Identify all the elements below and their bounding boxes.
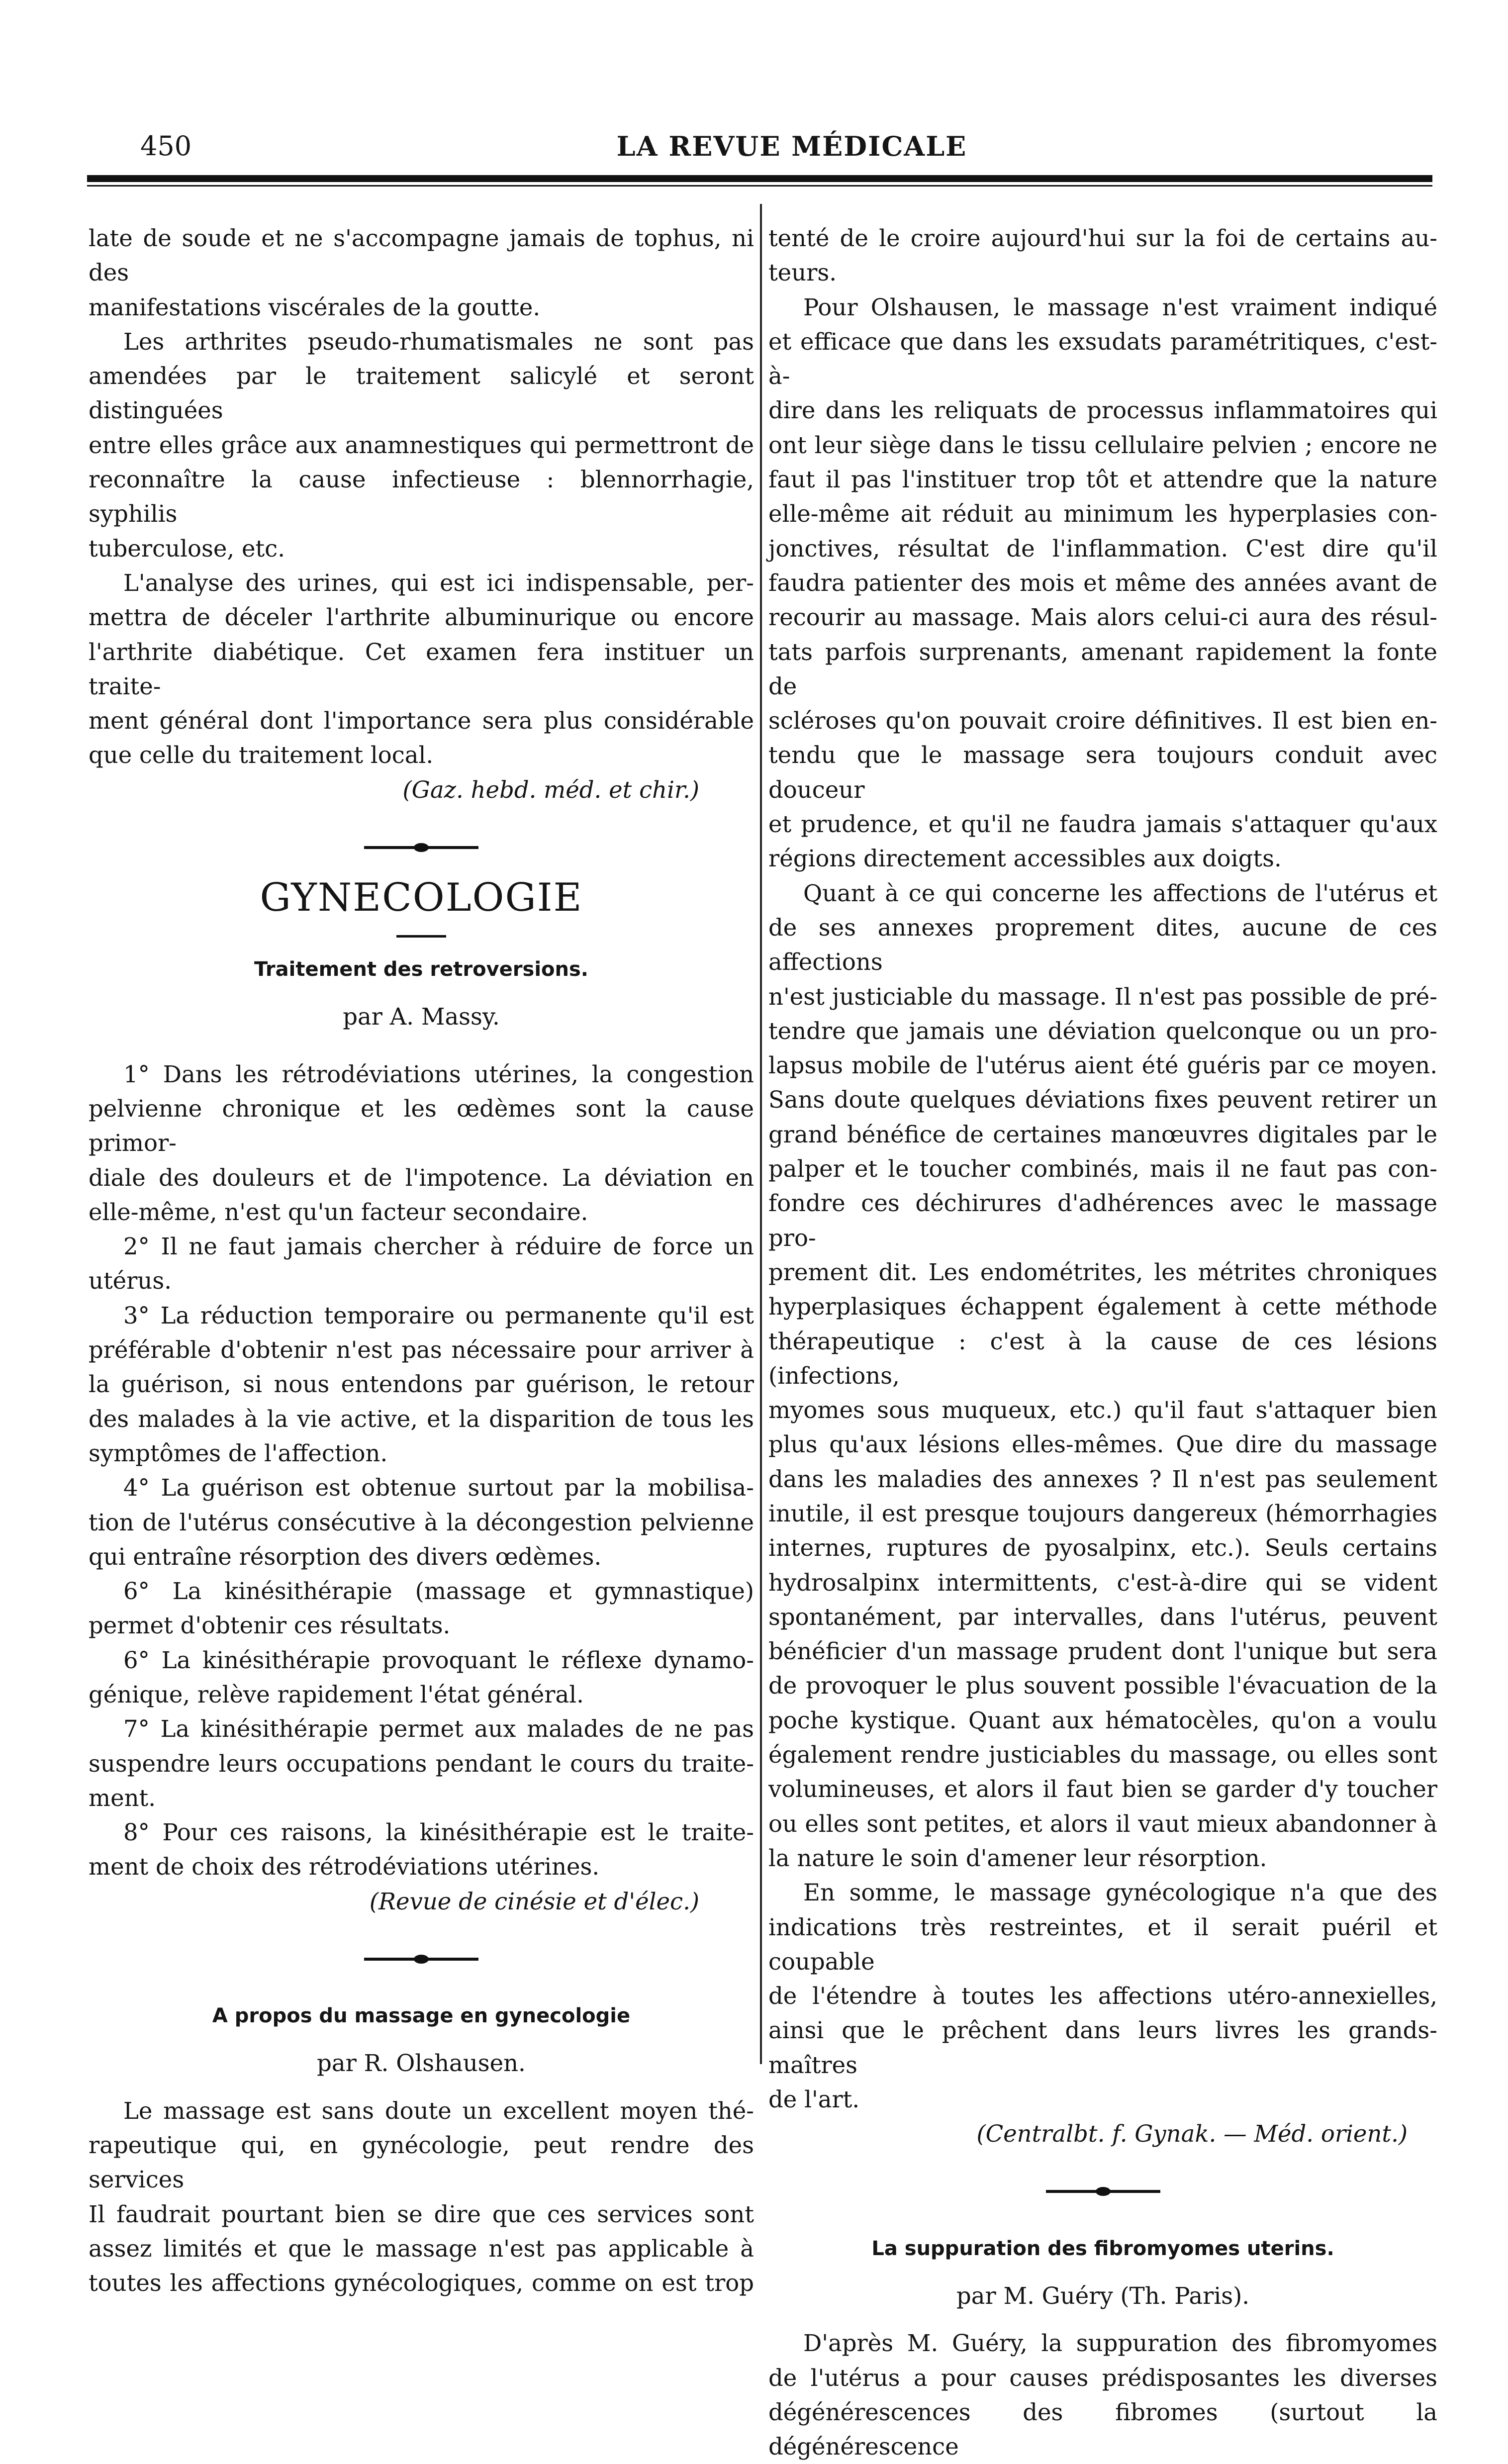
text-line: mettra de déceler l'arthrite albuminurique ou encore: [89, 604, 754, 631]
text-line: diale des douleurs et de l'impotence. La déviation en: [89, 1164, 754, 1191]
text-line: symptômes de l'affection.: [89, 1439, 388, 1467]
source-citation: (Gaz. hebd. méd. et chir.): [402, 776, 699, 803]
text-line: 1° Dans les rétrodéviations utérines, la congestion: [123, 1060, 754, 1088]
text-line: teurs.: [768, 259, 837, 286]
article-title: A propos du massage en gynecologie: [212, 2004, 631, 2028]
text-line: des malades à la vie active, et la disparition de tous les: [89, 1405, 754, 1432]
list-item: [89, 1299, 754, 1471]
article-byline: par A. Massy.: [343, 1003, 500, 1031]
text-line: myomes sous muqueux, etc.) qu'il faut s'attaquer bien: [768, 1397, 1437, 1424]
ornament-divider: [768, 2175, 1437, 2209]
text-line: pelvienne chronique et les œdèmes sont la cause primor-: [89, 1095, 754, 1157]
text-line: la nature le soin d'amener leur résorption.: [768, 1844, 1267, 1872]
text-line: tuberculose, etc.: [89, 535, 285, 562]
paragraph: [89, 566, 754, 773]
text-line: L'analyse des urines, qui est ici indispensable, per-: [123, 569, 754, 596]
text-line: ment.: [89, 1784, 156, 1811]
paragraph: [768, 290, 1437, 876]
text-line: 6° La kinésithérapie (massage et gymnastique): [123, 1578, 754, 1605]
text-line: bénéficier d'un massage prudent dont l'unique but sera: [768, 1638, 1437, 1665]
text-line: internes, ruptures de pyosalpinx, etc.). Seuls certains: [768, 1534, 1437, 1562]
article-title: Traitement des retroversions.: [254, 958, 588, 981]
text-line: recourir au massage. Mais alors celui-ci aura des résul-: [768, 604, 1437, 631]
text-line: fondre ces déchirures d'adhérences avec le massage pro-: [768, 1190, 1437, 1251]
text-line: ment général dont l'importance sera plus considérable: [89, 707, 754, 735]
text-line: Quant à ce qui concerne les affections de l'utérus et: [803, 879, 1437, 907]
text-line: Sans doute quelques déviations fixes peuvent retirer un: [768, 1086, 1437, 1114]
text-line: 4° La guérison est obtenue surtout par la mobilisa-: [123, 1474, 754, 1502]
header-rule: [87, 175, 1432, 182]
text-line: suspendre leurs occupations pendant le cours du traite-: [89, 1750, 754, 1777]
text-line: elle-même, n'est qu'un facteur secondaire.: [89, 1198, 588, 1226]
text-line: late de soude et ne s'accompagne jamais de tophus, ni des: [89, 225, 754, 286]
text-line: de ses annexes proprement dites, aucune de ces affections: [768, 914, 1437, 976]
text-line: de provoquer le plus souvent possible l'évacuation de la: [768, 1672, 1437, 1700]
text-line: prement dit. Les endométrites, les métrites chroniques: [768, 1258, 1437, 1286]
paragraph: [768, 1876, 1437, 2117]
text-line: 6° La kinésithérapie provoquant le réflexe dynamo-: [123, 1646, 754, 1674]
text-line: hydrosalpinx intermittents, c'est-à-dire qui se vident: [768, 1569, 1437, 1596]
text-line: dégénérescences des fibromes (surtout la dégénérescence: [768, 2398, 1437, 2461]
article-byline: par R. Olshausen.: [317, 2050, 526, 2077]
list-item: [89, 1057, 754, 1230]
list-item: [89, 1230, 754, 1299]
text-line: D'après M. Guéry, la suppuration des fibromyomes: [803, 2330, 1437, 2357]
text-line: qui entraîne résorption des divers œdèmes.: [89, 1543, 602, 1570]
text-line: manifestations viscérales de la goutte.: [89, 293, 541, 321]
text-line: faut il pas l'instituer trop tôt et attendre que la nature: [768, 466, 1437, 493]
text-line: ment de choix des rétrodéviations utérines.: [89, 1853, 600, 1881]
text-line: 2° Il ne faut jamais chercher à réduire de force un: [123, 1233, 754, 1260]
text-line: de l'étendre à toutes les affections utéro-annexielles,: [768, 1983, 1437, 2010]
text-line: scléroses qu'on pouvait croire définitives. Il est bien en-: [768, 707, 1437, 735]
list-item: [89, 1643, 754, 1712]
text-line: et prudence, et qu'il ne faudra jamais s'attaquer qu'aux: [768, 811, 1437, 838]
text-line: indications très restreintes, et il serait puéril et coupable: [768, 1913, 1437, 1975]
text-line: et efficace que dans les exsudats paramétritiques, c'est-à-: [768, 328, 1437, 390]
text-line: la guérison, si nous entendons par guérison, le retour: [89, 1371, 754, 1398]
text-line: 7° La kinésithérapie permet aux malades de ne pas: [123, 1715, 754, 1743]
source-citation: (Centralbt. f. Gynak. — Méd. orient.): [976, 2120, 1408, 2148]
list-item: [89, 1574, 754, 1643]
text-line: dans les maladies des annexes ? Il n'est pas seulement: [768, 1465, 1437, 1493]
text-line: jonctives, résultat de l'inflammation. C'est dire qu'il: [768, 535, 1437, 562]
text-line: lapsus mobile de l'utérus aient été guéris par ce moyen.: [768, 1052, 1437, 1079]
text-line: que celle du traitement local.: [89, 742, 434, 769]
short-rule: [396, 935, 446, 938]
text-line: spontanément, par intervalles, dans l'utérus, peuvent: [768, 1603, 1437, 1630]
text-line: tenté de le croire aujourd'hui sur la foi de certains au-: [768, 225, 1437, 252]
text-line: 3° La réduction temporaire ou permanente qu'il est: [123, 1302, 754, 1329]
paragraph: [89, 221, 754, 325]
text-line: poche kystique. Quant aux hématocèles, qu'on a voulu: [768, 1706, 1437, 1734]
text-line: En somme, le massage gynécologique n'a que des: [803, 1879, 1437, 1906]
paragraph: [768, 2326, 1437, 2464]
right-column: [768, 221, 1437, 2464]
text-line: l'arthrite diabétique. Cet examen fera instituer un traite-: [89, 638, 754, 700]
ornament-divider: [89, 1942, 754, 1976]
text-line: utérus.: [89, 1267, 172, 1295]
text-line: tion de l'utérus consécutive à la décongestion pelvienne: [89, 1509, 754, 1536]
list-item: [89, 1712, 754, 1815]
text-line: ainsi que le prêchent dans leurs livres les grands-maîtres: [768, 2017, 1437, 2079]
article-title: La suppuration des fibromyomes uterins.: [871, 2237, 1334, 2260]
header-rule-thin: [87, 185, 1432, 187]
text-line: inutile, il est presque toujours dangereux (hémorrhagies: [768, 1500, 1437, 1527]
text-line: amendées par le traitement salicylé et seront distinguées: [89, 363, 754, 424]
text-line: rapeutique qui, en gynécologie, peut rendre des services: [89, 2131, 754, 2193]
text-line: de l'utérus a pour causes prédisposantes les diverses: [768, 2364, 1437, 2391]
text-line: palper et le toucher combinés, mais il ne faut pas con-: [768, 1155, 1437, 1183]
text-line: Il faudrait pourtant bien se dire que ces services sont: [89, 2200, 754, 2228]
text-line: régions directement accessibles aux doigts.: [768, 845, 1282, 872]
text-line: Les arthrites pseudo-rhumatismales ne sont pas: [123, 328, 754, 355]
text-line: grand bénéfice de certaines manœuvres digitales par le: [768, 1121, 1437, 1148]
paragraph: [89, 325, 754, 566]
text-line: thérapeutique : c'est à la cause de ces lésions (infections,: [768, 1327, 1437, 1389]
text-line: de l'art.: [768, 2086, 860, 2113]
text-line: faudra patienter des mois et même des années avant de: [768, 569, 1437, 596]
text-line: permet d'obtenir ces résultats.: [89, 1612, 451, 1639]
text-line: Le massage est sans doute un excellent moyen thé-: [123, 2097, 754, 2124]
text-line: ou elles sont petites, et alors il vaut mieux abandonner à: [768, 1810, 1437, 1837]
text-line: n'est justiciable du massage. Il n'est pas possible de pré-: [768, 983, 1437, 1010]
text-line: hyperplasiques échappent également à cette méthode: [768, 1293, 1437, 1321]
text-line: tats parfois surprenants, amenant rapidement la fonte de: [768, 638, 1437, 700]
section-heading: GYNECOLOGIE: [260, 875, 583, 921]
text-line: également rendre justiciables du massage, ou elles sont: [768, 1741, 1437, 1769]
list-item: [89, 1471, 754, 1574]
text-line: 8° Pour ces raisons, la kinésithérapie est le traite-: [123, 1819, 754, 1846]
page-number: 450: [140, 130, 192, 162]
text-line: préférable d'obtenir n'est pas nécessaire pour arriver à: [89, 1336, 754, 1364]
paragraph: [768, 221, 1437, 290]
text-line: génique, relève rapidement l'état général.: [89, 1681, 584, 1708]
text-line: toutes les affections gynécologiques, comme on est trop: [89, 2270, 754, 2297]
running-header: [140, 130, 1443, 170]
text-line: tendu que le massage sera toujours conduit avec douceur: [768, 742, 1437, 803]
text-line: Pour Olshausen, le massage n'est vraiment indiqué: [803, 293, 1437, 321]
source-citation: (Revue de cinésie et d'élec.): [369, 1888, 699, 1915]
text-line: ont leur siège dans le tissu cellulaire pelvien ; encore ne: [768, 431, 1437, 459]
paragraph: [89, 2094, 754, 2301]
text-line: assez limités et que le massage n'est pas applicable à: [89, 2235, 754, 2262]
text-line: elle-même ait réduit au minimum les hyperplasies con-: [768, 500, 1437, 528]
text-line: plus qu'aux lésions elles-mêmes. Que dire du massage: [768, 1431, 1437, 1458]
running-title: LA REVUE MÉDICALE: [616, 130, 967, 162]
article-byline: par M. Guéry (Th. Paris).: [956, 2282, 1250, 2309]
left-column: [89, 221, 754, 2300]
paragraph: [768, 876, 1437, 1876]
list-item: [89, 1815, 754, 1885]
text-line: entre elles grâce aux anamnestiques qui permettront de: [89, 431, 754, 459]
text-line: reconnaître la cause infectieuse : blennorrhagie, syphilis: [89, 466, 754, 528]
column-divider: [760, 204, 762, 2064]
text-line: tendre que jamais une déviation quelconque ou un pro-: [768, 1017, 1437, 1044]
text-line: volumineuses, et alors il faut bien se garder d'y toucher: [768, 1776, 1437, 1803]
ornament-divider: [89, 830, 754, 864]
text-line: dire dans les reliquats de processus inflammatoires qui: [768, 397, 1437, 424]
